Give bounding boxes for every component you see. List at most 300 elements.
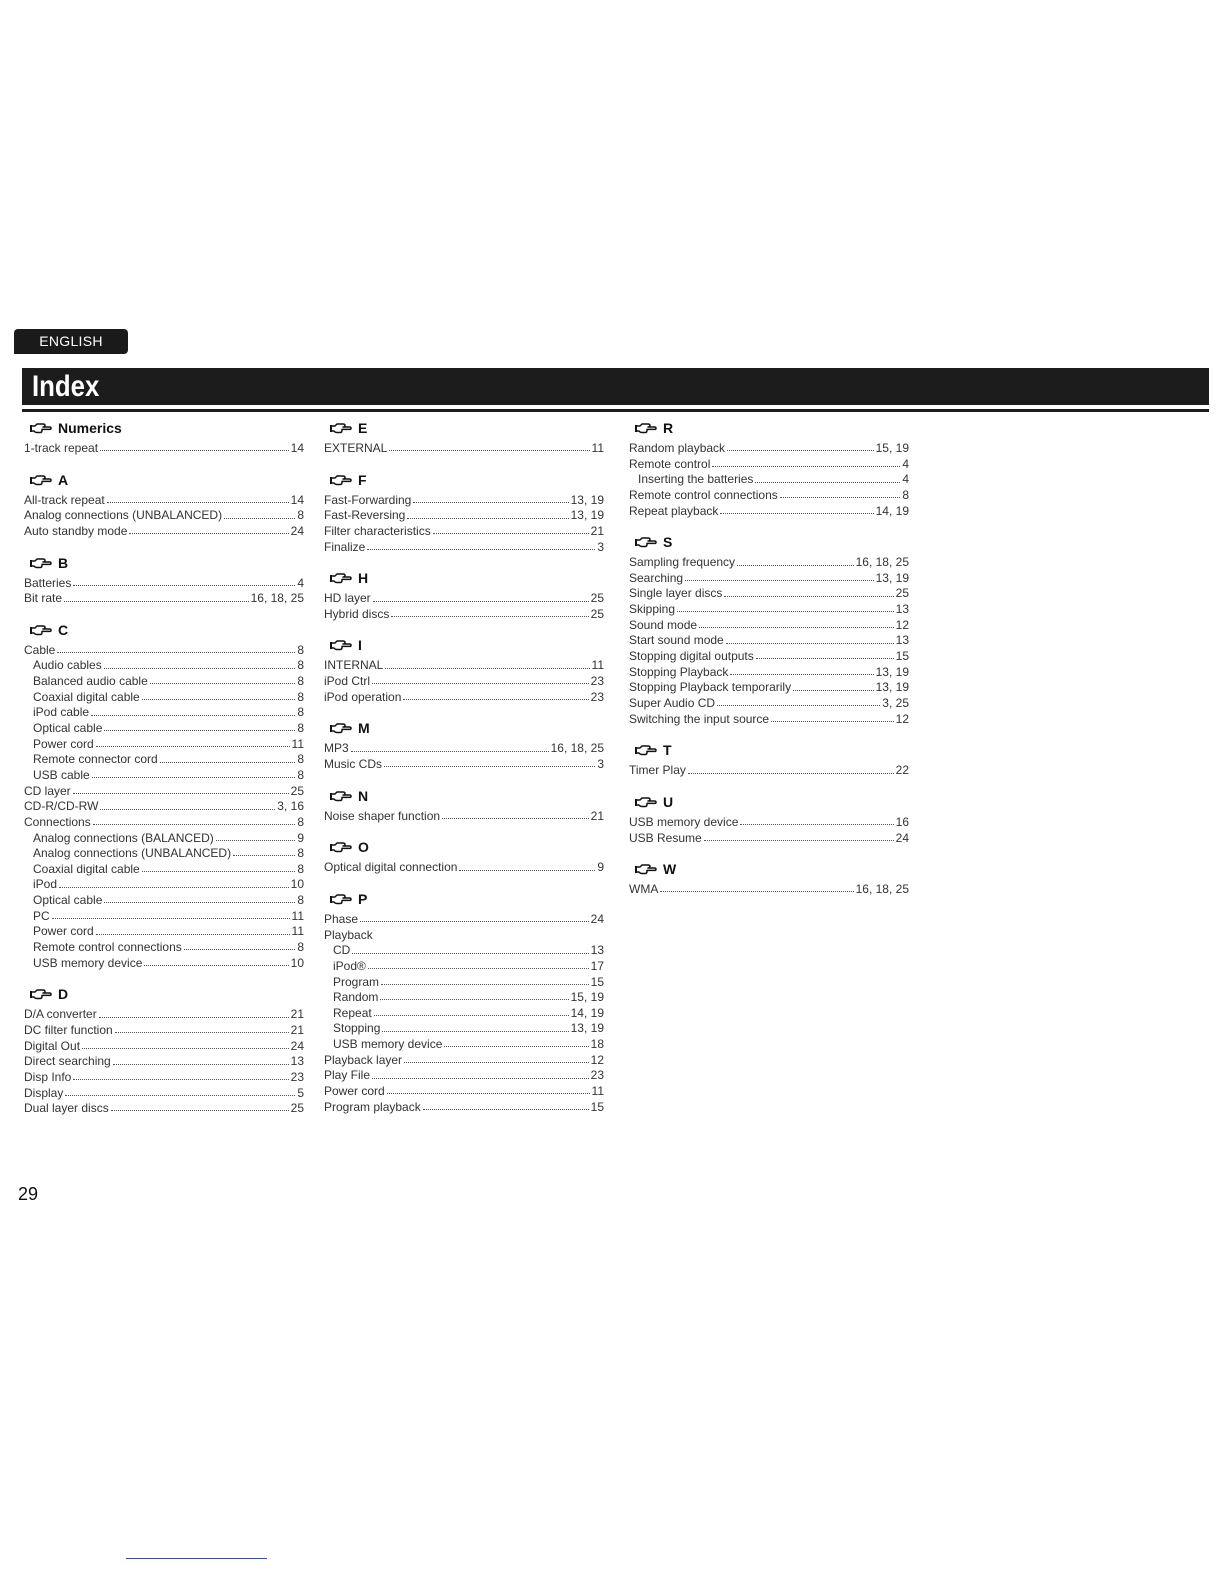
entry-label: Fast-Reversing: [324, 508, 406, 523]
section-letter: T: [663, 742, 672, 759]
entry-pages: 25: [895, 586, 909, 601]
entry-pages: 10: [290, 877, 304, 892]
entry-label: Optical digital connection: [324, 860, 458, 875]
entry-label: Program playback: [324, 1099, 421, 1114]
section-heading: [324, 889, 604, 909]
pointing-hand-icon: [635, 536, 663, 548]
entry-label: Stopping: [333, 1021, 381, 1036]
dot-leader: [387, 1092, 590, 1094]
index-section-p: [324, 889, 604, 1115]
index-subentry: [24, 846, 304, 862]
index-section-f: [324, 470, 604, 556]
entry-pages: 11: [591, 658, 604, 673]
entry-pages: 8: [297, 752, 304, 767]
dot-leader: [730, 673, 873, 675]
section-letter: H: [358, 570, 369, 587]
entry-label: iPod cable: [33, 705, 90, 720]
dot-leader: [407, 517, 568, 519]
dot-leader: [65, 1094, 295, 1096]
dot-leader: [115, 1031, 289, 1033]
entry-label: Remote control connections: [33, 940, 182, 955]
entry-label: Play File: [324, 1068, 371, 1083]
index-section-r: [629, 418, 909, 519]
dot-leader: [64, 600, 249, 602]
dot-leader: [756, 657, 894, 659]
dot-leader: [755, 481, 900, 483]
dot-leader: [73, 1078, 288, 1080]
entry-label: Super Audio CD: [629, 695, 716, 710]
section-letter: W: [663, 861, 677, 878]
footer-link-line: [126, 1558, 267, 1559]
pointing-hand-icon: [635, 863, 663, 875]
entry-label: CD: [333, 943, 351, 958]
dot-leader: [389, 449, 589, 451]
index-entry: [629, 763, 909, 779]
pointing-hand-icon: [635, 796, 663, 808]
index-entry: [24, 493, 304, 509]
section-letter: O: [358, 839, 369, 856]
index-entry: [629, 665, 909, 681]
dot-leader: [73, 584, 295, 586]
entry-label: CD-R/CD-RW: [24, 799, 99, 814]
entry-label: Filter characteristics: [324, 523, 431, 538]
dot-leader: [373, 600, 589, 602]
entry-pages: 13, 19: [875, 664, 909, 679]
index-subentry: [629, 472, 909, 488]
entry-label: USB Resume: [629, 830, 702, 845]
entry-pages: 13: [590, 943, 604, 958]
entry-pages: 12: [895, 711, 909, 726]
index-section-b: [24, 553, 304, 607]
index-section-s: [629, 532, 909, 727]
entry-label: Music CDs: [324, 757, 383, 772]
entry-label: Playback: [324, 927, 373, 942]
entry-label: MP3: [324, 741, 349, 756]
index-entry: [629, 633, 909, 649]
index-entry: [324, 508, 604, 524]
section-heading: [629, 740, 909, 760]
entry-label: Analog connections (UNBALANCED): [24, 508, 223, 523]
index-section-numerics: [24, 418, 304, 457]
pointing-hand-icon: [30, 422, 58, 434]
entry-label: iPod®: [333, 958, 366, 973]
entry-pages: 11: [591, 1084, 604, 1099]
pointing-hand-icon: [330, 474, 358, 486]
section-heading: [24, 418, 304, 438]
entry-label: Remote control connections: [629, 487, 778, 502]
index-entry: [24, 524, 304, 540]
dot-leader: [423, 1108, 589, 1110]
index-subentry: [24, 721, 304, 737]
index-entry: [324, 757, 604, 773]
page-number: 29: [18, 1184, 39, 1204]
index-column-1: [24, 418, 304, 1130]
entry-label: Random: [333, 990, 379, 1005]
dot-leader: [442, 817, 589, 819]
dot-leader: [142, 870, 296, 872]
entry-pages: 24: [290, 1038, 304, 1053]
entry-label: USB cable: [33, 767, 90, 782]
section-heading: [629, 792, 909, 812]
dot-leader: [96, 745, 290, 747]
index-subentry: [24, 940, 304, 956]
entry-label: Stopping Playback: [629, 664, 729, 679]
entry-pages: 11: [291, 924, 304, 939]
entry-pages: 5: [297, 1085, 304, 1100]
dot-leader: [391, 615, 588, 617]
index-entry: [629, 618, 909, 634]
title-bar: [22, 368, 1209, 405]
section-heading: [24, 620, 304, 640]
entry-label: PC: [33, 908, 50, 923]
index-section-c: [24, 620, 304, 971]
entry-pages: 25: [290, 783, 304, 798]
index-entry: [324, 928, 604, 944]
entry-pages: 15: [590, 1099, 604, 1114]
entry-label: 1-track repeat: [24, 441, 99, 455]
entry-pages: 4: [902, 472, 909, 487]
section-letter: P: [358, 890, 368, 907]
dot-leader: [712, 465, 900, 467]
index-entry: [629, 831, 909, 847]
dot-leader: [380, 998, 568, 1000]
entry-label: Remote control: [629, 456, 711, 471]
dot-leader: [224, 517, 295, 519]
entry-label: iPod: [33, 877, 58, 892]
pointing-hand-icon: [330, 722, 358, 734]
entry-pages: 16, 18, 25: [855, 555, 909, 570]
section-letter: S: [663, 534, 673, 551]
section-heading: [24, 984, 304, 1004]
entry-label: CD layer: [24, 783, 71, 798]
section-letter: B: [58, 554, 69, 571]
index-entry: [324, 540, 604, 556]
entry-pages: 13, 19: [570, 508, 604, 523]
dot-leader: [104, 729, 295, 731]
entry-label: Finalize: [324, 539, 366, 554]
index-subentry: [24, 924, 304, 940]
index-subentry: [24, 893, 304, 909]
index-entry: [629, 488, 909, 504]
index-subentry: [24, 705, 304, 721]
entry-pages: 13, 19: [570, 1021, 604, 1036]
entry-label: Disp Info: [24, 1069, 72, 1084]
section-heading: [629, 532, 909, 552]
index-entry: [24, 799, 304, 815]
dot-leader: [660, 890, 853, 892]
entry-pages: 3, 25: [882, 695, 909, 710]
entry-label: Analog connections (BALANCED): [33, 830, 214, 845]
index-entry: [324, 860, 604, 876]
dot-leader: [100, 808, 275, 810]
index-entry: [324, 1084, 604, 1100]
index-subentry: [24, 909, 304, 925]
entry-pages: 21: [290, 1007, 304, 1022]
language-tab: ENGLISH: [14, 329, 128, 354]
dot-leader: [740, 823, 893, 825]
section-heading: [629, 859, 909, 879]
index-subentry: [24, 674, 304, 690]
entry-label: DC filter function: [24, 1022, 113, 1037]
section-letter: R: [663, 420, 674, 436]
dot-leader: [144, 964, 288, 966]
entry-label: HD layer: [324, 591, 371, 606]
pointing-hand-icon: [635, 422, 663, 434]
dot-leader: [374, 1014, 569, 1016]
dot-leader: [677, 610, 894, 612]
index-entry: [324, 607, 604, 623]
entry-pages: 23: [590, 674, 604, 689]
dot-leader: [403, 698, 588, 700]
pointing-hand-icon: [330, 422, 358, 434]
index-entry: [324, 690, 604, 706]
entry-pages: 13: [290, 1054, 304, 1069]
entry-label: Sampling frequency: [629, 555, 736, 570]
entry-pages: 18: [590, 1037, 604, 1052]
entry-pages: 12: [895, 617, 909, 632]
index-subentry: [24, 658, 304, 674]
index-section-u: [629, 792, 909, 846]
entry-pages: 16, 18, 25: [550, 741, 604, 756]
dot-leader: [113, 1063, 289, 1065]
index-entry: [24, 643, 304, 659]
index-entry: [324, 524, 604, 540]
index-subentry: [24, 956, 304, 972]
index-section-w: [629, 859, 909, 898]
entry-label: Hybrid discs: [324, 606, 390, 621]
entry-pages: 13, 19: [875, 570, 909, 585]
dot-leader: [685, 579, 874, 581]
entry-pages: 12: [590, 1052, 604, 1067]
index-subentry: [324, 990, 604, 1006]
section-heading: [324, 635, 604, 655]
dot-leader: [404, 1061, 589, 1063]
entry-label: Batteries: [24, 575, 72, 590]
dot-leader: [413, 501, 568, 503]
entry-pages: 25: [590, 591, 604, 606]
dot-leader: [444, 1045, 588, 1047]
entry-pages: 13: [895, 633, 909, 648]
index-subentry: [324, 959, 604, 975]
index-section-o: [324, 837, 604, 876]
dot-leader: [104, 667, 296, 669]
index-entry: [24, 508, 304, 524]
entry-pages: 8: [297, 814, 304, 829]
dot-leader: [184, 948, 296, 950]
index-subentry: [324, 1021, 604, 1037]
dot-leader: [104, 901, 295, 903]
entry-pages: 13: [895, 602, 909, 617]
index-section-m: [324, 718, 604, 772]
entry-pages: 24: [590, 911, 604, 926]
index-entry: [24, 1101, 304, 1117]
dot-leader: [459, 869, 595, 871]
entry-pages: 9: [597, 860, 604, 875]
entry-label: Power cord: [33, 924, 94, 939]
entry-label: Direct searching: [24, 1054, 111, 1069]
entry-label: Inserting the batteries: [638, 472, 754, 487]
index-entry: [629, 457, 909, 473]
entry-pages: 8: [297, 893, 304, 908]
index-subentry: [24, 690, 304, 706]
entry-pages: 17: [590, 958, 604, 973]
section-letter: U: [663, 793, 674, 810]
entry-pages: 8: [297, 658, 304, 673]
entry-label: WMA: [629, 882, 659, 897]
entry-pages: 15: [895, 649, 909, 664]
index-section-i: [324, 635, 604, 705]
index-entry: [24, 815, 304, 831]
index-entry: [324, 1053, 604, 1069]
index-entry: [24, 784, 304, 800]
entry-pages: 14, 19: [875, 503, 909, 518]
entry-label: Power cord: [33, 736, 94, 751]
section-heading: [324, 837, 604, 857]
entry-pages: 22: [895, 763, 909, 778]
dot-leader: [107, 501, 289, 503]
dot-leader: [142, 698, 296, 700]
index-subentry: [24, 752, 304, 768]
entry-pages: 15: [590, 974, 604, 989]
section-letter: I: [358, 637, 362, 654]
entry-pages: 14, 19: [570, 1005, 604, 1020]
entry-pages: 8: [297, 689, 304, 704]
dot-leader: [717, 704, 880, 706]
dot-leader: [699, 626, 894, 628]
entry-pages: 3: [597, 539, 604, 554]
pointing-hand-icon: [635, 744, 663, 756]
entry-label: iPod operation: [324, 689, 402, 704]
index-entry: [629, 441, 909, 457]
dot-leader: [352, 952, 588, 954]
index-entry: [24, 441, 304, 457]
entry-pages: 16, 18, 25: [855, 882, 909, 897]
entry-label: Random playback: [629, 441, 726, 455]
entry-label: Repeat playback: [629, 503, 719, 518]
index-entry: [629, 504, 909, 520]
dot-leader: [99, 1016, 289, 1018]
entry-label: Coaxial digital cable: [33, 689, 140, 704]
section-letter: C: [58, 621, 69, 638]
index-entry: [324, 441, 604, 457]
dot-leader: [737, 564, 854, 566]
dot-leader: [368, 967, 589, 969]
index-subentry: [324, 1037, 604, 1053]
entry-label: Fast-Forwarding: [324, 492, 412, 507]
index-entry: [324, 809, 604, 825]
entry-pages: 14: [290, 441, 304, 455]
index-subentry: [24, 737, 304, 753]
pointing-hand-icon: [330, 841, 358, 853]
entry-label: Stopping digital outputs: [629, 649, 754, 664]
index-section-d: [24, 984, 304, 1116]
index-entry: [24, 1054, 304, 1070]
index-entry: [324, 741, 604, 757]
dot-leader: [93, 823, 296, 825]
dot-leader: [381, 983, 589, 985]
entry-label: USB memory device: [33, 955, 143, 970]
dot-leader: [351, 750, 549, 752]
dot-leader: [150, 682, 296, 684]
section-heading: [324, 786, 604, 806]
index-subentry: [24, 877, 304, 893]
index-entry: [629, 815, 909, 831]
entry-label: iPod Ctrl: [324, 674, 371, 689]
entry-label: Repeat: [333, 1005, 372, 1020]
entry-label: D/A converter: [24, 1007, 97, 1022]
page-title: Index: [32, 370, 100, 403]
dot-leader: [91, 714, 295, 716]
index-section-e: [324, 418, 604, 457]
pointing-hand-icon: [330, 893, 358, 905]
entry-pages: 23: [590, 689, 604, 704]
entry-label: Stopping Playback temporarily: [629, 680, 792, 695]
dot-leader: [382, 1030, 568, 1032]
entry-label: Remote connector cord: [33, 752, 158, 767]
index-column-3: [629, 418, 909, 911]
dot-leader: [727, 449, 874, 451]
entry-label: Cable: [24, 642, 56, 657]
entry-label: Coaxial digital cable: [33, 861, 140, 876]
entry-label: Optical cable: [33, 721, 103, 736]
dot-leader: [793, 689, 874, 691]
dot-leader: [96, 933, 290, 935]
entry-label: Timer Play: [629, 763, 686, 778]
entry-pages: 23: [590, 1068, 604, 1083]
entry-label: INTERNAL: [324, 658, 384, 673]
entry-pages: 21: [590, 523, 604, 538]
dot-leader: [372, 1077, 589, 1079]
entry-label: Connections: [24, 814, 91, 829]
entry-label: Playback layer: [324, 1052, 403, 1067]
entry-pages: 3, 16: [277, 799, 304, 814]
index-entry: [24, 1007, 304, 1023]
pointing-hand-icon: [330, 572, 358, 584]
dot-leader: [100, 449, 289, 451]
pointing-hand-icon: [30, 474, 58, 486]
entry-label: EXTERNAL: [324, 441, 388, 455]
section-heading: [24, 470, 304, 490]
entry-label: Phase: [324, 911, 359, 926]
dot-leader: [385, 667, 589, 669]
entry-label: Program: [333, 974, 380, 989]
index-subentry: [24, 831, 304, 847]
section-heading: [24, 553, 304, 573]
dot-leader: [688, 772, 894, 774]
section-heading: [324, 418, 604, 438]
index-entry: [324, 1100, 604, 1116]
entry-pages: 21: [290, 1022, 304, 1037]
entry-pages: 11: [291, 736, 304, 751]
dot-leader: [59, 886, 289, 888]
index-column-2: [324, 418, 604, 1128]
index-subentry: [324, 943, 604, 959]
entry-label: Auto standby mode: [24, 523, 128, 538]
index-entry: [24, 1039, 304, 1055]
dot-leader: [360, 920, 589, 922]
index-entry: [629, 586, 909, 602]
dot-leader: [160, 761, 296, 763]
entry-label: Balanced audio cable: [33, 674, 148, 689]
index-entry: [24, 576, 304, 592]
entry-pages: 15, 19: [875, 441, 909, 455]
entry-pages: 24: [290, 523, 304, 538]
entry-label: Bit rate: [24, 591, 63, 606]
section-letter: F: [358, 471, 367, 488]
index-entry: [629, 571, 909, 587]
section-heading: [324, 718, 604, 738]
entry-pages: 16: [895, 814, 909, 829]
